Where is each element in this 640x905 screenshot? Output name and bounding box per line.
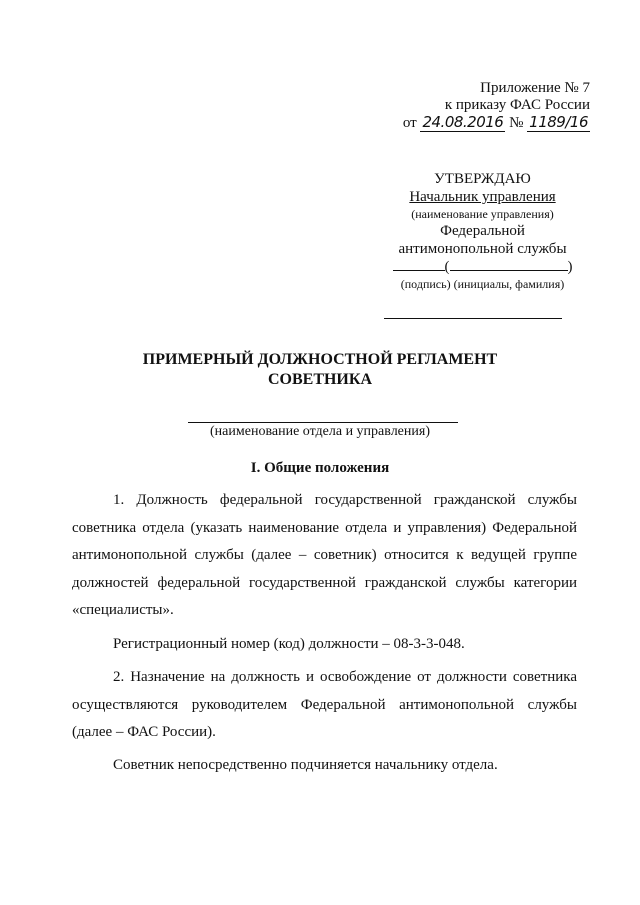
document-title <box>100 350 540 390</box>
appendix-order-date-number <box>390 114 590 132</box>
department-line <box>188 422 458 423</box>
order-date: 24.08.2016 <box>422 113 504 131</box>
signature-blank <box>393 258 445 271</box>
name-blank <box>450 258 568 271</box>
signature-open-paren: ( <box>444 259 450 275</box>
organization-line-2: антимонопольной службы <box>398 241 567 257</box>
paragraph-1: 1. Должность федеральной государственной гражданской службы советника отдела (указать наименование отдела и управления) Федеральной антимонопольной службы (далее – советник) относится к ведущей группе должностей федеральной государственной гражданской службы категории «специалисты». <box>72 492 577 618</box>
order-number-prefix: № <box>509 115 524 131</box>
section-heading: I. Общие положения <box>250 460 390 476</box>
appendix-number: Приложение № 7 <box>480 80 590 96</box>
approval-block <box>385 170 580 292</box>
date-line <box>384 318 562 319</box>
approver-position: Начальник управления <box>409 189 556 205</box>
paragraph-registration-code: Регистрационный номер (код) должности – 08-3-3-048. <box>113 635 465 652</box>
signature-close-paren: ) <box>567 259 573 275</box>
title-line-1: ПРИМЕРНЫЙ ДОЛЖНОСТНОЙ РЕГЛАМЕНТ <box>142 351 498 368</box>
order-date-prefix: от <box>402 115 417 131</box>
signature-line <box>385 258 580 276</box>
paragraph-subordination: Советник непосредственно подчиняется начальнику отдела. <box>113 756 498 773</box>
title-line-2: СОВЕТНИКА <box>267 371 373 388</box>
paragraph-2: 2. Назначение на должность и освобождение от должности советника осуществляются руководителем Федеральной антимонопольной службы (далее – ФАС России). <box>72 669 577 740</box>
appendix-order-reference: к приказу ФАС России <box>444 97 590 113</box>
department-caption: (наименование отдела и управления) <box>210 424 430 439</box>
order-number: 1189/16 <box>529 113 588 131</box>
approval-heading: УТВЕРЖДАЮ <box>434 171 531 187</box>
document-body <box>72 487 577 779</box>
signature-caption: (подпись) (инициалы, фамилия) <box>400 277 565 291</box>
appendix-reference <box>390 80 590 132</box>
approver-position-caption: (наименование управления) <box>411 207 554 221</box>
organization-line-1: Федеральной <box>440 223 525 239</box>
